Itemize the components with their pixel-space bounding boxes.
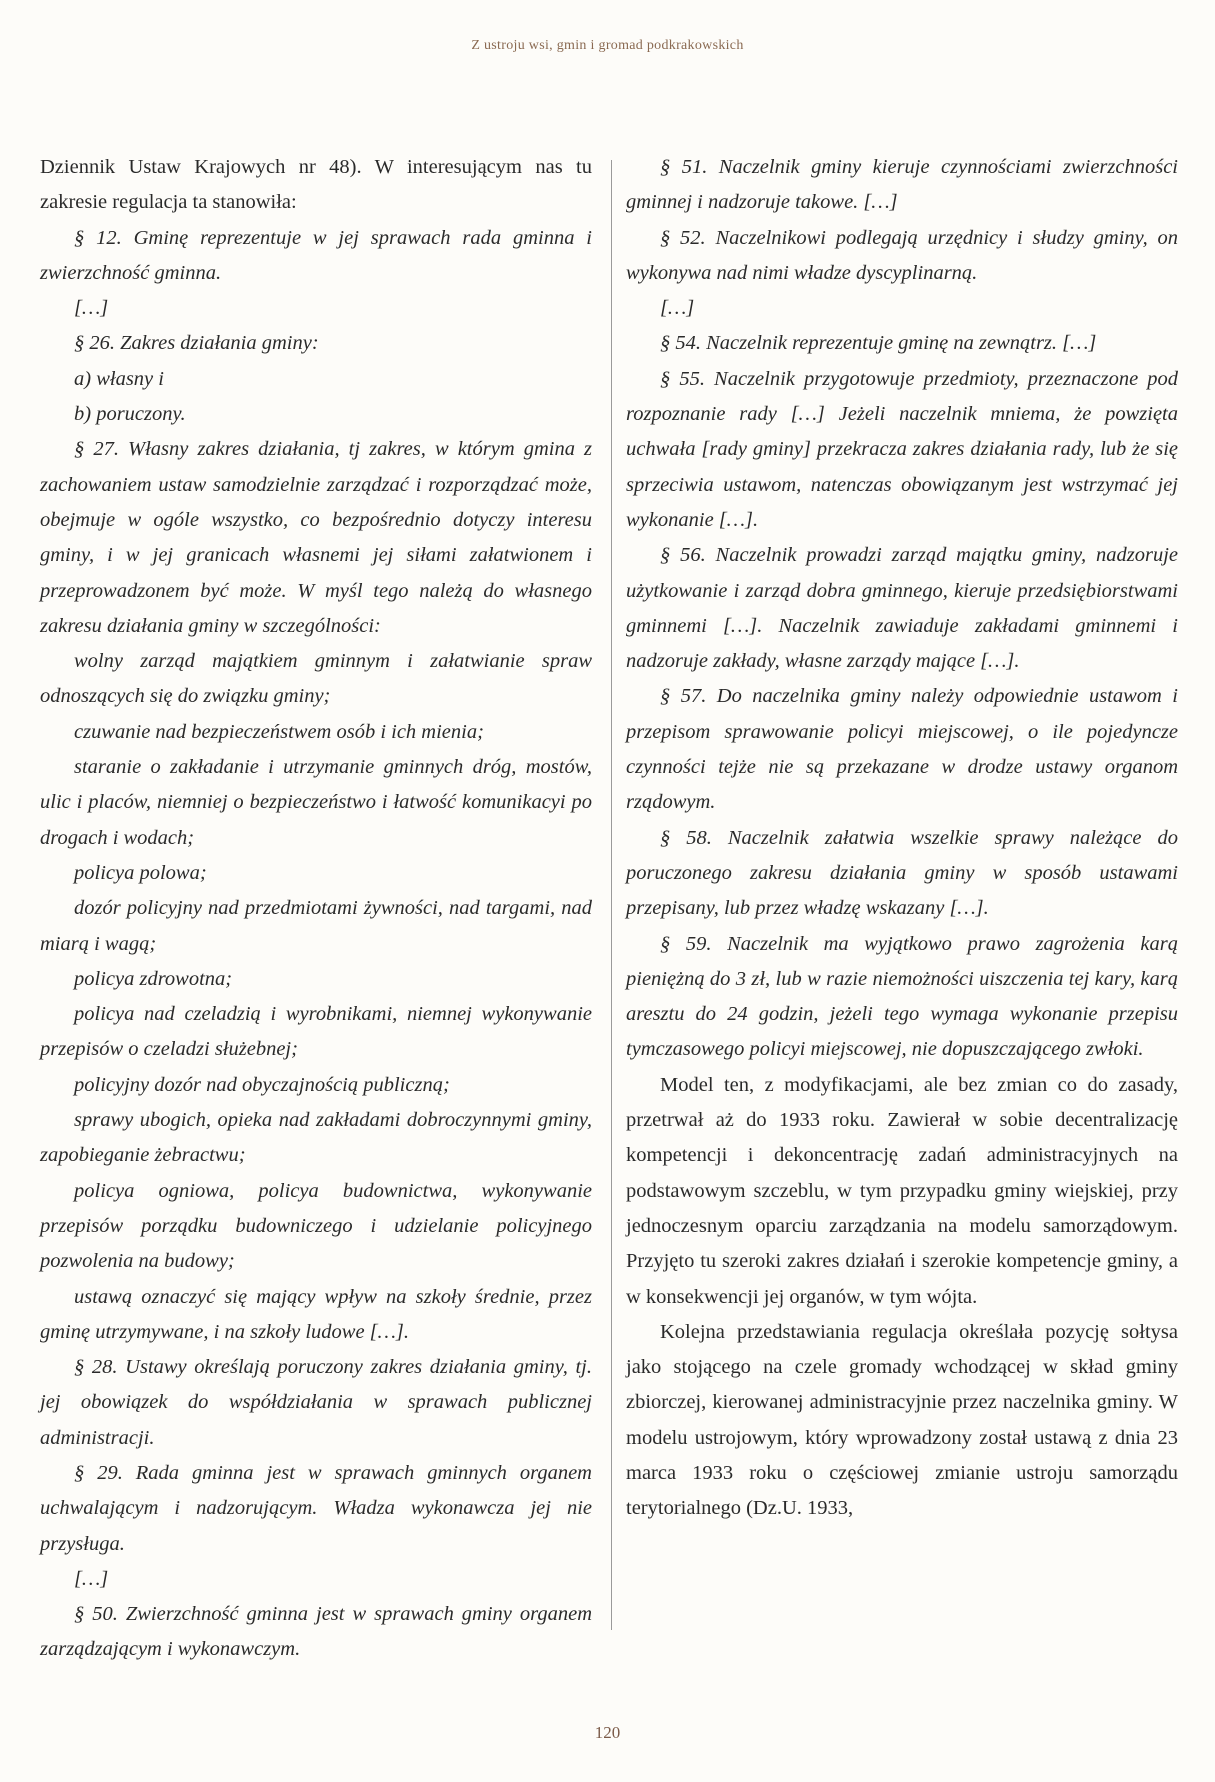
paragraph: sprawy ubogich, opieka nad zakładami dobroczynnymi gminy, zapobieganie żebractwu; — [40, 1109, 592, 1167]
paragraph: staranie o zakładanie i utrzymanie gminnych dróg, mostów, ulic i placów, niemniej o bezpieczeństwo i łatwość komunikacyi po drogach i wodach; — [40, 756, 592, 849]
paragraph: ustawą oznaczyć się mający wpływ na szkoły średnie, przez gminę utrzymywane, i na szkoły ludowe […]. — [40, 1285, 592, 1343]
paragraph: § 54. Naczelnik reprezentuje gminę na zewnątrz. […] — [660, 332, 1097, 355]
paragraph: policya ogniowa, policya budownictwa, wykonywanie przepisów porządku budowniczego i udzielanie policyjnego pozwolenia na budowy; — [40, 1179, 592, 1273]
paragraph: dozór policyjny nad przedmiotami żywności, nad targami, nad miarą i wagą; — [40, 897, 592, 955]
paragraph: § 28. Ustawy określają poruczony zakres działania gminy, tj. jej obowiązek do współdziałania w sprawach publicznej administracji. — [40, 1356, 592, 1449]
paragraph: wolny zarząd majątkiem gminnym i załatwianie spraw odnoszących się do związku gminy; — [40, 650, 592, 708]
paragraph: Kolejna przedstawiania regulacja określała pozycję sołtysa jako stojącego na czele gromady wchodzącej w skład gminy zbiorczej, kierowanej administracyjnie przez naczelnika gminy. W modelu ustrojowym, który wprowadzony został ustawą z dnia 23 marca 1933 roku o częściowej zmianie ustroju samorządu terytorialnego (Dz.U. 1933, — [626, 1320, 1178, 1520]
right-column — [626, 150, 1178, 1527]
paragraph: policya nad czeladzią i wyrobnikami, niemnej wykonywanie przepisów o czeladzi służebnej; — [40, 1003, 592, 1061]
paragraph: a) własny i — [74, 367, 164, 390]
paragraph: § 51. Naczelnik gminy kieruje czynnościami zwierzchności gminnej i nadzoruje takowe. […] — [626, 156, 1178, 214]
paragraph: § 12. Gminę reprezentuje w jej sprawach rada gminna i zwierzchność gminna. — [40, 226, 592, 284]
column-divider — [611, 160, 612, 1630]
paragraph: § 56. Naczelnik prowadzi zarząd majątku gminy, nadzoruje użytkowanie i zarząd dobra gminnego, kieruje przedsiębiorstwami gminnemi […]. Naczelnik zawiaduje zakładami gminnemi i nadzoruje zakłady, własne zarządy mające […]. — [626, 544, 1178, 673]
running-header: Z ustroju wsi, gmin i gromad podkrakowskich — [471, 38, 744, 53]
paragraph: b) poruczony. — [74, 403, 186, 426]
paragraph: § 58. Naczelnik załatwia wszelkie sprawy należące do poruczonego zakresu działania gminy w sposób ustawami przepisany, lub przez władzę wskazany […]. — [626, 826, 1178, 920]
paragraph: […] — [74, 1567, 109, 1590]
paragraph: Model ten, z modyfikacjami, ale bez zmian co do zasady, przetrwał aż do 1933 roku. Zawierał w sobie decentralizację kompetencji i dekoncentrację zadań administracyjnych na podstawowym szczeblu, w tym przypadku gminy wiejskiej, przy jednoczesnym oparciu zarządzania na modelu samorządowym. Przyjęto tu szeroki zakres działań i szerokie kompetencje gminy, a w konsekwencji jej organów, w tym wójta. — [626, 1073, 1178, 1308]
paragraph: § 57. Do naczelnika gminy należy odpowiednie ustawom i przepisom sprawowanie policyi miejscowej, o ile pojedyncze czynności tejże nie są przekazane w drodze ustawy organom rządowym. — [626, 685, 1178, 814]
paragraph: § 55. Naczelnik przygotowuje przedmioty, przeznaczone pod rozpoznanie rady […] Jeżeli naczelnik mniema, że powzięta uchwała [rady gminy] przekracza zakres działania rady, lub że się sprzeciwia ustawom, natenczas obowiązanym jest wstrzymać jej wykonanie […]. — [626, 367, 1178, 531]
paragraph: § 29. Rada gminna jest w sprawach gminnych organem uchwalającym i nadzorującym. Władza wykonawcza jej nie przysługa. — [40, 1461, 592, 1555]
paragraph: […] — [660, 297, 695, 320]
paragraph: § 27. Własny zakres działania, tj zakres, w którym gmina z zachowaniem ustaw samodzielnie zarządzać i rozporządzać może, obejmuje w ogóle wszystko, co bezpośrednio dotyczy interesu gminy, i w jej granicach własnemi jej siłami załatwionem i przeprowadzonem być może. W myśl tego należą do własnego zakresu działania gminy w szczególności: — [40, 438, 592, 637]
page-number: 120 — [594, 1723, 621, 1742]
left-column — [40, 150, 592, 1668]
paragraph: § 26. Zakres działania gminy: — [74, 332, 319, 355]
paragraph: § 50. Zwierzchność gminna jest w sprawach gminy organem zarządzającym i wykonawczym. — [40, 1603, 592, 1661]
paragraph: […] — [74, 297, 109, 320]
paragraph: czuwanie nad bezpieczeństwem osób i ich mienia; — [74, 720, 484, 743]
paragraph: § 52. Naczelnikowi podlegają urzędnicy i słudzy gminy, on wykonywa nad nimi władze dyscyplinarną. — [626, 226, 1178, 284]
paragraph: policya polowa; — [74, 861, 207, 884]
paragraph: policya zdrowotna; — [74, 967, 233, 990]
paragraph: § 59. Naczelnik ma wyjątkowo prawo zagrożenia karą pieniężną do 3 zł, lub w razie niemożności uiszczenia tej kary, karą aresztu do 24 godzin, jeżeli tego wymaga wykonanie przepisu tymczasowego policyi miejscowej, nie dopuszczającego zwłoki. — [626, 932, 1178, 1061]
paragraph: policyjny dozór nad obyczajnością publiczną; — [74, 1073, 450, 1096]
paragraph: Dziennik Ustaw Krajowych nr 48). W interesującym nas tu zakresie regulacja ta stanowiła: — [40, 156, 592, 214]
